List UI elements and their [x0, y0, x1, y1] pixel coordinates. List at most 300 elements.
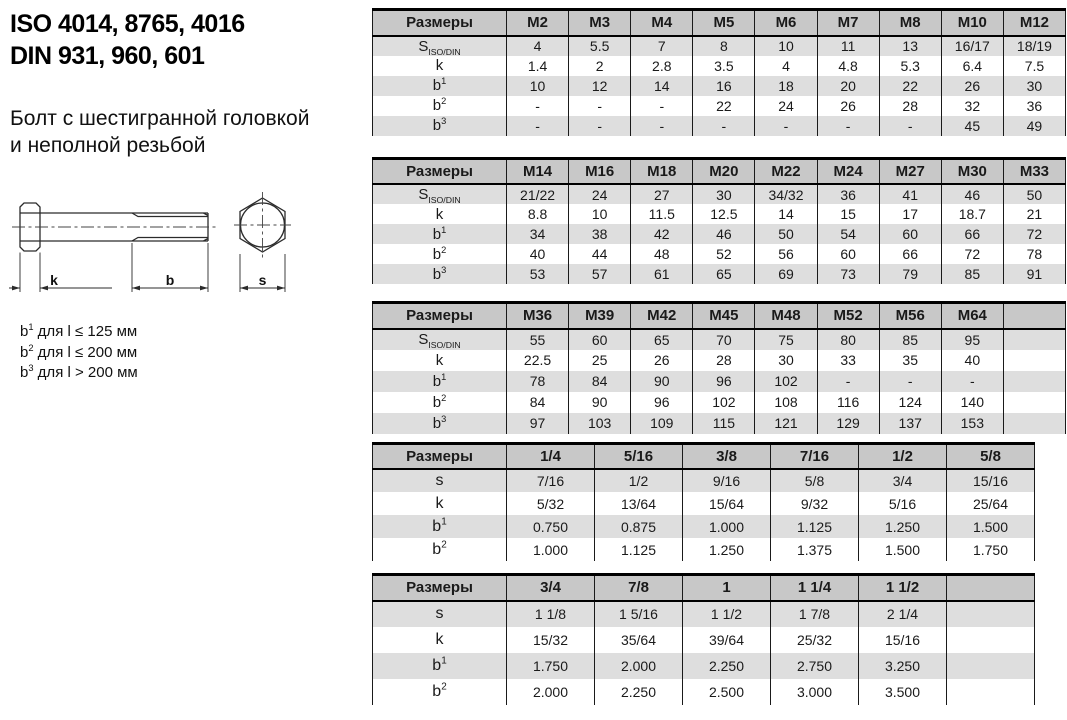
value-cell: [1003, 329, 1065, 350]
value-cell: 1.000: [683, 515, 771, 538]
column-header: 1 1/4: [771, 575, 859, 601]
value-cell: 7.5: [1003, 56, 1065, 76]
row-label: $b^1$: [432, 224, 447, 243]
value-cell: 15/16: [947, 469, 1035, 492]
value-cell: -: [941, 371, 1003, 392]
value-cell: -: [817, 371, 879, 392]
value-cell: 28: [693, 350, 755, 371]
value-cell: 34: [507, 224, 569, 244]
value-cell: [1003, 413, 1065, 434]
value-cell: 32: [941, 96, 1003, 116]
dim-label-k: k: [50, 272, 58, 288]
value-cell: 41: [879, 184, 941, 204]
value-cell: 15/64: [683, 492, 771, 515]
value-cell: 116: [817, 392, 879, 413]
value-cell: 13/64: [595, 492, 683, 515]
value-cell: 26: [941, 76, 1003, 96]
value-cell: 65: [693, 264, 755, 284]
table-row: [373, 184, 1066, 204]
column-header: M12: [1003, 10, 1065, 36]
value-cell: 39/64: [683, 627, 771, 653]
row-label: $b^2$: [432, 392, 447, 411]
value-cell: 46: [941, 184, 1003, 204]
table-row: [373, 679, 1035, 705]
value-cell: 1.250: [859, 515, 947, 538]
row-label: k: [435, 351, 444, 369]
row-label: $S_{ISO/DIN}$: [418, 331, 461, 350]
value-cell: 2.000: [595, 653, 683, 679]
value-cell: 22: [693, 96, 755, 116]
value-cell: 9/32: [771, 492, 859, 515]
value-cell: 85: [879, 329, 941, 350]
column-header: 1/4: [507, 443, 595, 469]
value-cell: [947, 627, 1035, 653]
page-subtitle: [10, 105, 365, 159]
value-cell: 33: [817, 350, 879, 371]
center-lines: [12, 192, 291, 258]
value-cell: 91: [1003, 264, 1065, 284]
value-cell: [1003, 350, 1065, 371]
value-cell: 97: [507, 413, 569, 434]
value-cell: 66: [879, 244, 941, 264]
value-cell: -: [879, 116, 941, 136]
value-cell: 2.750: [771, 653, 859, 679]
value-cell: 16: [693, 76, 755, 96]
value-cell: 50: [755, 224, 817, 244]
column-header: 7/8: [595, 575, 683, 601]
value-cell: 70: [693, 329, 755, 350]
value-cell: 18.7: [941, 204, 1003, 224]
value-cell: 78: [1003, 244, 1065, 264]
value-cell: 11.5: [631, 204, 693, 224]
column-header: M6: [755, 10, 817, 36]
column-header: [1003, 303, 1065, 329]
row-label: $S_{ISO/DIN}$: [418, 186, 461, 204]
column-header: M33: [1003, 158, 1065, 184]
value-cell: [947, 679, 1035, 705]
value-cell: 60: [879, 224, 941, 244]
table-row: [373, 224, 1066, 244]
row-label: $b^1$: [432, 516, 447, 535]
tables-panel: [372, 8, 1067, 705]
value-cell: -: [631, 116, 693, 136]
value-cell: 36: [817, 184, 879, 204]
row-label: s: [435, 472, 444, 489]
column-header: M36: [507, 303, 569, 329]
value-cell: 52: [693, 244, 755, 264]
value-cell: 3.500: [859, 679, 947, 705]
column-header: M27: [879, 158, 941, 184]
value-cell: -: [631, 96, 693, 116]
value-cell: 10: [755, 36, 817, 56]
table-row: [373, 96, 1066, 116]
table-row: [373, 469, 1035, 492]
value-cell: 108: [755, 392, 817, 413]
value-cell: 50: [1003, 184, 1065, 204]
value-cell: 9/16: [683, 469, 771, 492]
column-header: M56: [879, 303, 941, 329]
column-header: M8: [879, 10, 941, 36]
table-header-row: [373, 158, 1066, 184]
value-cell: 1.125: [771, 515, 859, 538]
table-row: [373, 413, 1066, 434]
column-header: 5/16: [595, 443, 683, 469]
value-cell: 61: [631, 264, 693, 284]
value-cell: 79: [879, 264, 941, 284]
value-cell: 5.3: [879, 56, 941, 76]
value-cell: 153: [941, 413, 1003, 434]
value-cell: 73: [817, 264, 879, 284]
value-cell: 124: [879, 392, 941, 413]
row-label: $b^3$: [432, 413, 447, 432]
table-row: [373, 653, 1035, 679]
value-cell: -: [817, 116, 879, 136]
page-title: [10, 8, 365, 72]
value-cell: 6.4: [941, 56, 1003, 76]
value-cell: 140: [941, 392, 1003, 413]
value-cell: 36: [1003, 96, 1065, 116]
value-cell: 34/32: [755, 184, 817, 204]
left-panel: [10, 8, 365, 381]
value-cell: 5/32: [507, 492, 595, 515]
column-header: 5/8: [947, 443, 1035, 469]
value-cell: 69: [755, 264, 817, 284]
column-header: 1: [683, 575, 771, 601]
value-cell: 5/8: [771, 469, 859, 492]
value-cell: 75: [755, 329, 817, 350]
value-cell: 4: [755, 56, 817, 76]
footnotes: [20, 322, 138, 384]
column-header: M39: [569, 303, 631, 329]
row-label: $b^1$: [432, 76, 447, 94]
column-header: M18: [631, 158, 693, 184]
value-cell: 3/4: [859, 469, 947, 492]
value-cell: 28: [879, 96, 941, 116]
value-cell: 42: [631, 224, 693, 244]
value-cell: 56: [755, 244, 817, 264]
value-cell: 1 1/8: [507, 601, 595, 627]
value-cell: 30: [1003, 76, 1065, 96]
value-cell: [1003, 392, 1065, 413]
column-header: 1/2: [859, 443, 947, 469]
value-cell: 45: [941, 116, 1003, 136]
value-cell: 21: [1003, 204, 1065, 224]
value-cell: 85: [941, 264, 1003, 284]
table-row: [373, 392, 1066, 413]
value-cell: 1.500: [947, 515, 1035, 538]
value-cell: -: [507, 116, 569, 136]
column-header: M16: [569, 158, 631, 184]
table-row: [373, 264, 1066, 284]
column-header: M4: [631, 10, 693, 36]
value-cell: 30: [755, 350, 817, 371]
value-cell: -: [569, 96, 631, 116]
value-cell: 2.250: [683, 653, 771, 679]
dimension-table-m14-m33: [372, 157, 1066, 285]
value-cell: 8: [693, 36, 755, 56]
value-cell: 16/17: [941, 36, 1003, 56]
value-cell: 1.750: [507, 653, 595, 679]
value-cell: -: [507, 96, 569, 116]
value-cell: 90: [569, 392, 631, 413]
value-cell: 54: [817, 224, 879, 244]
value-cell: 102: [755, 371, 817, 392]
value-cell: 30: [693, 184, 755, 204]
value-cell: 14: [755, 204, 817, 224]
row-label: $b^2$: [432, 96, 447, 114]
row-label: $b^2$: [432, 244, 447, 263]
value-cell: 12.5: [693, 204, 755, 224]
value-cell: 3.5: [693, 56, 755, 76]
row-label: k: [435, 630, 444, 648]
table-row: [373, 371, 1066, 392]
value-cell: 4.8: [817, 56, 879, 76]
table-corner-header: Размеры: [373, 303, 507, 329]
dimension-table-inch-large: [372, 573, 1035, 705]
bolt-drawing: [8, 188, 318, 300]
table-header-row: [373, 10, 1066, 36]
footnote: $b^3$ для l > 200 мм: [20, 363, 138, 381]
value-cell: 0.750: [507, 515, 595, 538]
value-cell: 84: [507, 392, 569, 413]
row-label: $S_{ISO/DIN}$: [418, 37, 461, 56]
row-label: k: [435, 205, 444, 223]
value-cell: 49: [1003, 116, 1065, 136]
value-cell: 109: [631, 413, 693, 434]
value-cell: 55: [507, 329, 569, 350]
dim-label-s: s: [258, 272, 267, 288]
value-cell: 1.250: [683, 538, 771, 561]
column-header: M20: [693, 158, 755, 184]
value-cell: 35: [879, 350, 941, 371]
table-row: [373, 492, 1035, 515]
column-header: M30: [941, 158, 1003, 184]
row-label: $b^1$: [432, 371, 447, 390]
title-line-din: DIN 931, 960, 601: [10, 42, 205, 70]
value-cell: 65: [631, 329, 693, 350]
value-cell: 40: [507, 244, 569, 264]
value-cell: 17: [879, 204, 941, 224]
column-header: 3/8: [683, 443, 771, 469]
value-cell: 2 1/4: [859, 601, 947, 627]
value-cell: 15/32: [507, 627, 595, 653]
value-cell: [947, 653, 1035, 679]
value-cell: 60: [817, 244, 879, 264]
value-cell: 3.000: [771, 679, 859, 705]
value-cell: 26: [817, 96, 879, 116]
column-header: M42: [631, 303, 693, 329]
value-cell: 115: [693, 413, 755, 434]
value-cell: 1.500: [859, 538, 947, 561]
value-cell: 27: [631, 184, 693, 204]
value-cell: 11: [817, 36, 879, 56]
row-label: k: [435, 57, 444, 74]
value-cell: 38: [569, 224, 631, 244]
value-cell: 13: [879, 36, 941, 56]
value-cell: 129: [817, 413, 879, 434]
row-label: $b^3$: [432, 116, 447, 134]
value-cell: 24: [569, 184, 631, 204]
value-cell: 1 1/2: [683, 601, 771, 627]
value-cell: 121: [755, 413, 817, 434]
value-cell: 2.000: [507, 679, 595, 705]
table-row: [373, 36, 1066, 56]
column-header: 7/16: [771, 443, 859, 469]
column-header: 1 1/2: [859, 575, 947, 601]
value-cell: 20: [817, 76, 879, 96]
table-row: [373, 627, 1035, 653]
column-header: M5: [693, 10, 755, 36]
value-cell: 8.8: [507, 204, 569, 224]
value-cell: 14: [631, 76, 693, 96]
value-cell: 1.000: [507, 538, 595, 561]
value-cell: 7: [631, 36, 693, 56]
value-cell: 96: [693, 371, 755, 392]
value-cell: 25: [569, 350, 631, 371]
value-cell: 26: [631, 350, 693, 371]
table-row: [373, 329, 1066, 350]
value-cell: 0.875: [595, 515, 683, 538]
column-header: M14: [507, 158, 569, 184]
column-header: M22: [755, 158, 817, 184]
column-header: M64: [941, 303, 1003, 329]
value-cell: 95: [941, 329, 1003, 350]
column-header: M24: [817, 158, 879, 184]
column-header: M7: [817, 10, 879, 36]
value-cell: 15/16: [859, 627, 947, 653]
value-cell: 80: [817, 329, 879, 350]
value-cell: 5/16: [859, 492, 947, 515]
value-cell: 5.5: [569, 36, 631, 56]
row-label: s: [435, 605, 444, 622]
value-cell: 1 7/8: [771, 601, 859, 627]
value-cell: 7/16: [507, 469, 595, 492]
column-header: M45: [693, 303, 755, 329]
column-header: M48: [755, 303, 817, 329]
column-header: 3/4: [507, 575, 595, 601]
value-cell: 72: [1003, 224, 1065, 244]
row-label: $b^1$: [432, 655, 447, 674]
value-cell: 103: [569, 413, 631, 434]
value-cell: -: [879, 371, 941, 392]
value-cell: 1/2: [595, 469, 683, 492]
table-corner-header: Размеры: [373, 10, 507, 36]
column-header: M52: [817, 303, 879, 329]
value-cell: 1 5/16: [595, 601, 683, 627]
value-cell: 1.4: [507, 56, 569, 76]
table-row: [373, 204, 1066, 224]
value-cell: 18: [755, 76, 817, 96]
dimension-table-m2-m12: [372, 8, 1066, 136]
footnote: $b^1$ для l ≤ 125 мм: [20, 322, 138, 340]
value-cell: 57: [569, 264, 631, 284]
subtitle-line-1: Болт с шестигранной головкой: [10, 107, 310, 130]
value-cell: 2.8: [631, 56, 693, 76]
value-cell: 1.750: [947, 538, 1035, 561]
value-cell: 137: [879, 413, 941, 434]
title-line-iso: ISO 4014, 8765, 4016: [10, 10, 245, 38]
value-cell: 44: [569, 244, 631, 264]
row-label: $b^2$: [432, 681, 447, 700]
value-cell: [947, 601, 1035, 627]
bolt-diagram-svg: [8, 188, 318, 300]
value-cell: 24: [755, 96, 817, 116]
value-cell: 48: [631, 244, 693, 264]
value-cell: -: [693, 116, 755, 136]
table-header-row: [373, 575, 1035, 601]
value-cell: 21/22: [507, 184, 569, 204]
value-cell: 72: [941, 244, 1003, 264]
table-header-row: [373, 443, 1035, 469]
value-cell: -: [569, 116, 631, 136]
value-cell: 18/19: [1003, 36, 1065, 56]
table-row: [373, 350, 1066, 371]
value-cell: 2.250: [595, 679, 683, 705]
value-cell: 4: [507, 36, 569, 56]
value-cell: 84: [569, 371, 631, 392]
value-cell: 90: [631, 371, 693, 392]
table-row: [373, 515, 1035, 538]
value-cell: 10: [507, 76, 569, 96]
value-cell: 102: [693, 392, 755, 413]
value-cell: 25/32: [771, 627, 859, 653]
value-cell: 66: [941, 224, 1003, 244]
table-row: [373, 76, 1066, 96]
column-header: [947, 575, 1035, 601]
value-cell: 2: [569, 56, 631, 76]
column-header: M10: [941, 10, 1003, 36]
dim-label-b: b: [165, 272, 175, 288]
subtitle-line-2: и неполной резьбой: [10, 134, 206, 157]
value-cell: [1003, 371, 1065, 392]
table-row: [373, 538, 1035, 561]
value-cell: 3.250: [859, 653, 947, 679]
row-label: $b^3$: [432, 264, 447, 283]
value-cell: 1.125: [595, 538, 683, 561]
value-cell: 22.5: [507, 350, 569, 371]
value-cell: 2.500: [683, 679, 771, 705]
value-cell: 15: [817, 204, 879, 224]
footnote: $b^2$ для l ≤ 200 мм: [20, 342, 138, 361]
table-header-row: [373, 303, 1066, 329]
value-cell: 12: [569, 76, 631, 96]
column-header: M3: [569, 10, 631, 36]
value-cell: 78: [507, 371, 569, 392]
table-row: [373, 244, 1066, 264]
table-corner-header: Размеры: [373, 575, 507, 601]
value-cell: 60: [569, 329, 631, 350]
value-cell: 25/64: [947, 492, 1035, 515]
value-cell: 35/64: [595, 627, 683, 653]
table-corner-header: Размеры: [373, 158, 507, 184]
value-cell: 96: [631, 392, 693, 413]
value-cell: 46: [693, 224, 755, 244]
value-cell: 22: [879, 76, 941, 96]
row-label: $b^2$: [432, 539, 447, 558]
value-cell: 40: [941, 350, 1003, 371]
value-cell: 53: [507, 264, 569, 284]
value-cell: -: [755, 116, 817, 136]
row-label: k: [435, 494, 444, 512]
value-cell: 10: [569, 204, 631, 224]
table-row: [373, 56, 1066, 76]
dimension-table-inch-small: [372, 442, 1035, 562]
value-cell: 1.375: [771, 538, 859, 561]
dimension-table-m36-m64: [372, 301, 1066, 434]
table-row: [373, 601, 1035, 627]
table-corner-header: Размеры: [373, 443, 507, 469]
column-header: M2: [507, 10, 569, 36]
